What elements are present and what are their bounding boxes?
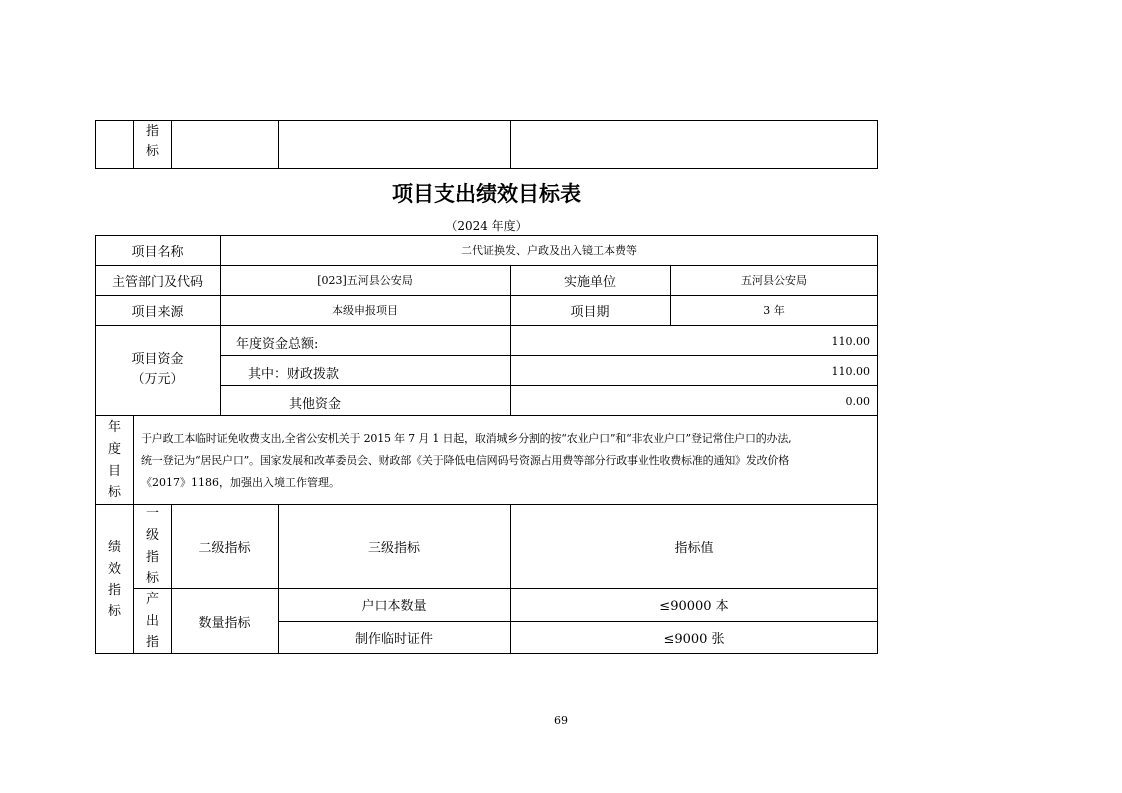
- funds-label-text: 项目资金: [131, 352, 184, 367]
- source-value: 本级申报项目: [332, 304, 398, 317]
- funds-fiscal-value: 110.00: [831, 365, 870, 378]
- annual-goal-text-line: 统一登记为“居民户口”。国家发展和改革委员会、财政部《关于降低电信网码号资源占用费等部分行政事业性收费标准的通知》发改价格: [141, 454, 790, 467]
- col-divider: [133, 415, 134, 654]
- top-fragment-label-char: 指: [146, 124, 160, 139]
- funds-unit-text: （万元）: [131, 372, 184, 387]
- indicator-name: 制作临时证件: [354, 632, 433, 647]
- annual-goal-label-char: 年: [108, 420, 122, 435]
- indicator-value: ≤90000 本: [659, 599, 729, 614]
- output-indicator-char: 指: [146, 635, 160, 650]
- level3-header: 三级指标: [367, 540, 420, 556]
- period-label: 项目期: [570, 304, 610, 320]
- annual-goal-label-char: 目: [108, 464, 122, 479]
- period-value: 3 年: [763, 304, 785, 317]
- impl-unit-value: 五河县公安局: [741, 274, 807, 287]
- funds-other-label: 其他资金: [289, 397, 342, 412]
- funds-total-label: 年度资金总额:: [236, 337, 319, 352]
- project-name-value: 二代证换发、户政及出入镜工本费等: [461, 244, 637, 257]
- level1-header-char: 标: [146, 571, 160, 586]
- performance-label-char: 标: [108, 604, 122, 619]
- performance-label-char: 效: [108, 562, 122, 577]
- dept-label: 主管部门及代码: [111, 274, 203, 290]
- top-fragment-divider: [510, 120, 511, 169]
- annual-goal-label-char: 度: [108, 442, 122, 457]
- row-divider: [220, 355, 878, 356]
- annual-goal-text-line: 《2017》1186，加强出入境工作管理。: [141, 476, 340, 489]
- page-number: 69: [554, 713, 568, 727]
- level1-header-char: 指: [146, 550, 160, 565]
- dept-value: [023]五河县公安局: [317, 274, 413, 287]
- indicator-name: 户口本数量: [361, 599, 427, 614]
- indicator-value: ≤9000 张: [663, 632, 725, 647]
- row-divider: [220, 385, 878, 386]
- funds-other-value: 0.00: [845, 395, 870, 408]
- top-fragment-divider: [171, 120, 172, 169]
- source-label: 项目来源: [131, 304, 184, 320]
- top-fragment-label-char: 标: [146, 144, 160, 159]
- quantity-indicator-label: 数量指标: [198, 615, 251, 631]
- output-indicator-char: 出: [146, 614, 160, 629]
- performance-label-char: 绩: [108, 540, 122, 555]
- output-indicator-char: 产: [146, 592, 160, 607]
- page-title: 项目支出绩效目标表: [392, 181, 581, 206]
- year-line: （2024 年度）: [445, 218, 528, 233]
- funds-fiscal-label: 其中：财政拨款: [248, 367, 340, 382]
- impl-unit-label: 实施单位: [563, 274, 616, 290]
- funds-label: [95, 325, 220, 415]
- level1-header-char: 一: [146, 506, 160, 521]
- level1-header-char: 级: [146, 528, 160, 543]
- annual-goal-label-char: 标: [108, 485, 122, 500]
- top-fragment-divider: [133, 120, 134, 169]
- funds-total-value: 110.00: [831, 335, 870, 348]
- top-fragment-table: [95, 120, 878, 169]
- annual-goal-text-line: 于户政工本临时证免收费支出,全省公安机关于 2015 年 7 月 1 日起，取消城乡分割的按“农业户口”和“非农业户口”登记常住户口的办法,: [141, 432, 792, 445]
- performance-label-char: 指: [108, 583, 122, 598]
- level2-header: 二级指标: [198, 540, 251, 556]
- row-divider: [95, 415, 878, 416]
- top-fragment-divider: [278, 120, 279, 169]
- indicator-value-header: 指标值: [674, 540, 714, 556]
- project-name-label: 项目名称: [131, 244, 184, 260]
